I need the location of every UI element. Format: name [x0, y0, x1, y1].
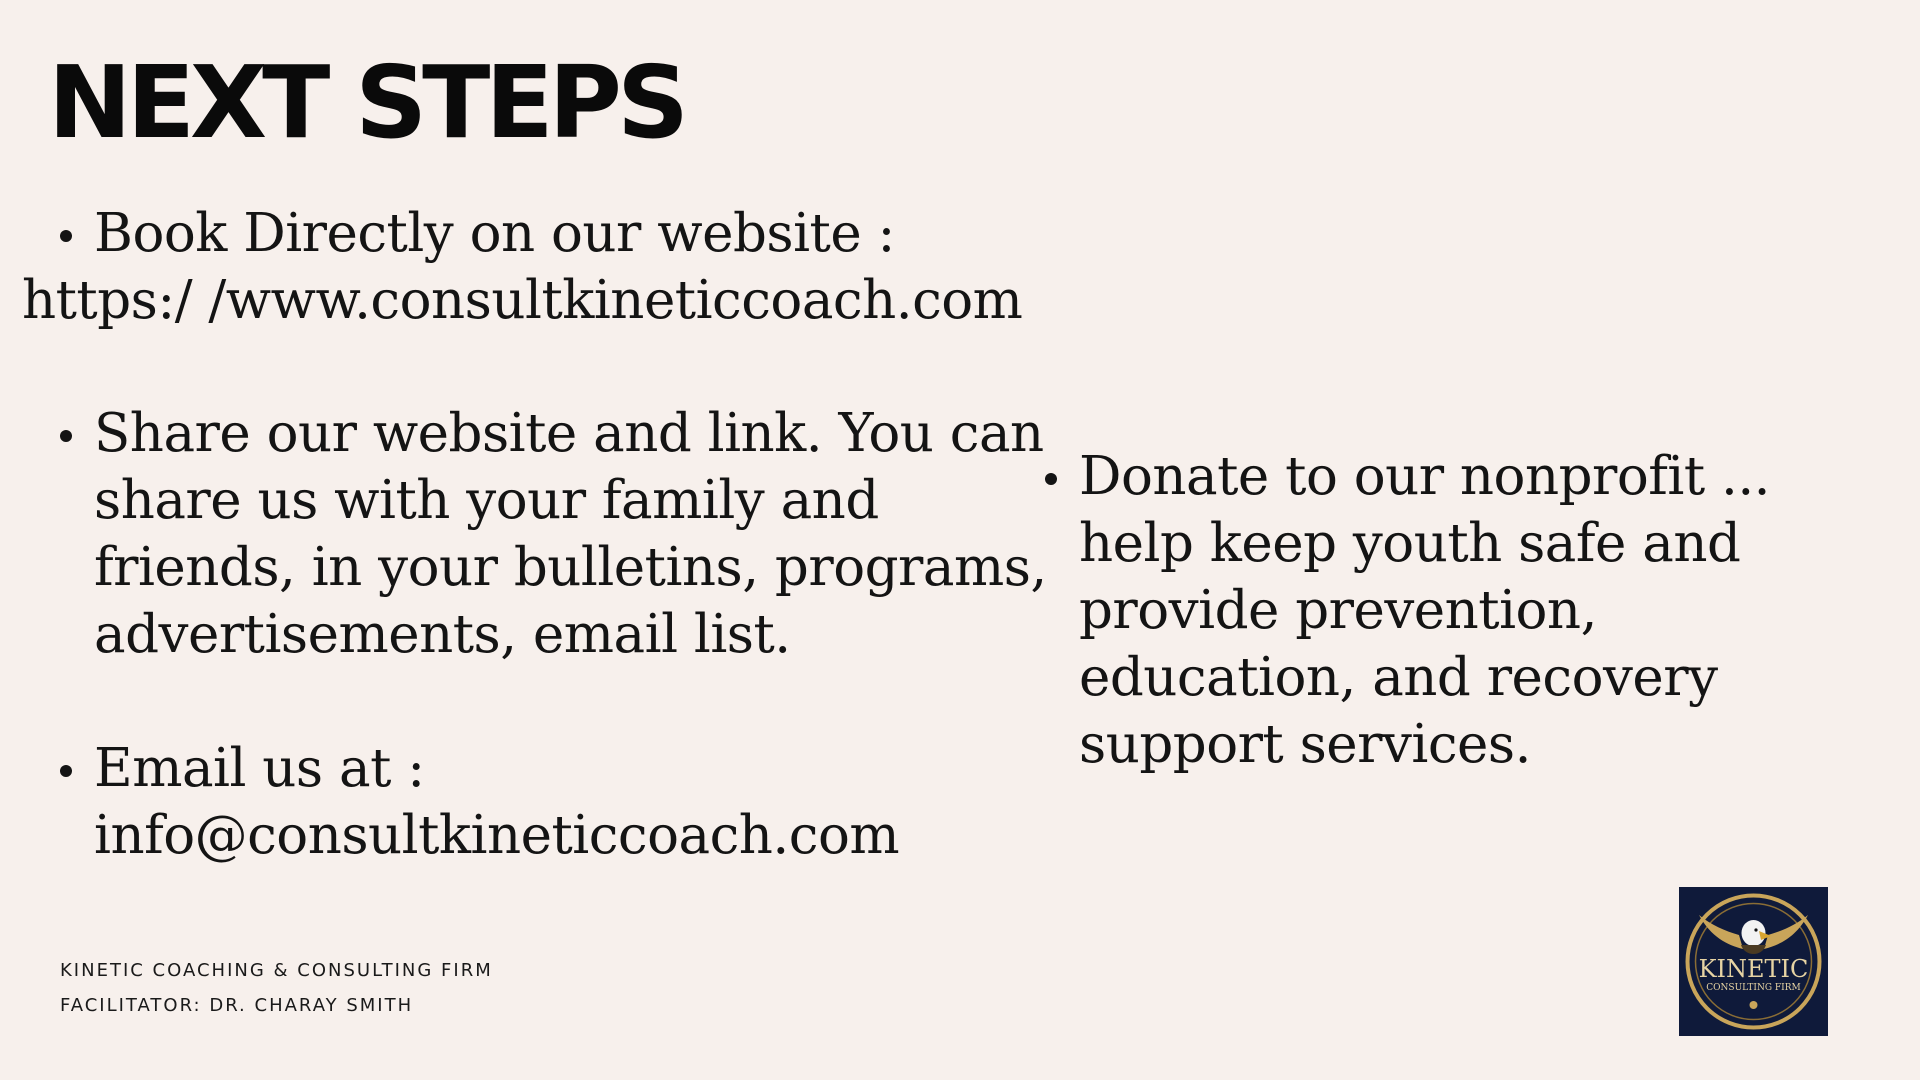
- bullet-text: Share our website and link. You can share us with your family and friends, in your bulletins, programs, advertisements, email list.: [94, 403, 1047, 665]
- logo-subtitle: CONSULTING FIRM: [1706, 983, 1801, 993]
- bullet-dot: [1045, 473, 1057, 485]
- slide-title: NEXT STEPS: [48, 44, 684, 161]
- bullet-text: Book Directly on our website :: [94, 203, 895, 264]
- email-link[interactable]: Email us at : info@consultkineticcoach.com: [94, 738, 900, 866]
- footer-facilitator: FACILITATOR: DR. CHARAY SMITH: [60, 995, 414, 1016]
- footer-organization: KINETIC COACHING & CONSULTING FIRM: [60, 960, 493, 981]
- bullet-dot: [60, 430, 72, 442]
- bullet-book-website: [60, 200, 895, 267]
- bullet-donate: [1045, 443, 1875, 778]
- website-url-link[interactable]: https:/ /www.consultkineticcoach.com: [22, 270, 1023, 331]
- bullet-share-website: [60, 400, 1060, 668]
- bullet-dot: [60, 230, 72, 242]
- bullet-email: [60, 735, 960, 869]
- kinetic-logo: [1679, 887, 1828, 1036]
- eagle-emblem-icon: [1679, 887, 1828, 1036]
- bullet-dot: [60, 765, 72, 777]
- logo-wordmark: KINETIC: [1698, 955, 1809, 983]
- bullet-text: Donate to our nonprofit ... help keep youth safe and provide prevention, education, and recovery support services.: [1079, 446, 1771, 775]
